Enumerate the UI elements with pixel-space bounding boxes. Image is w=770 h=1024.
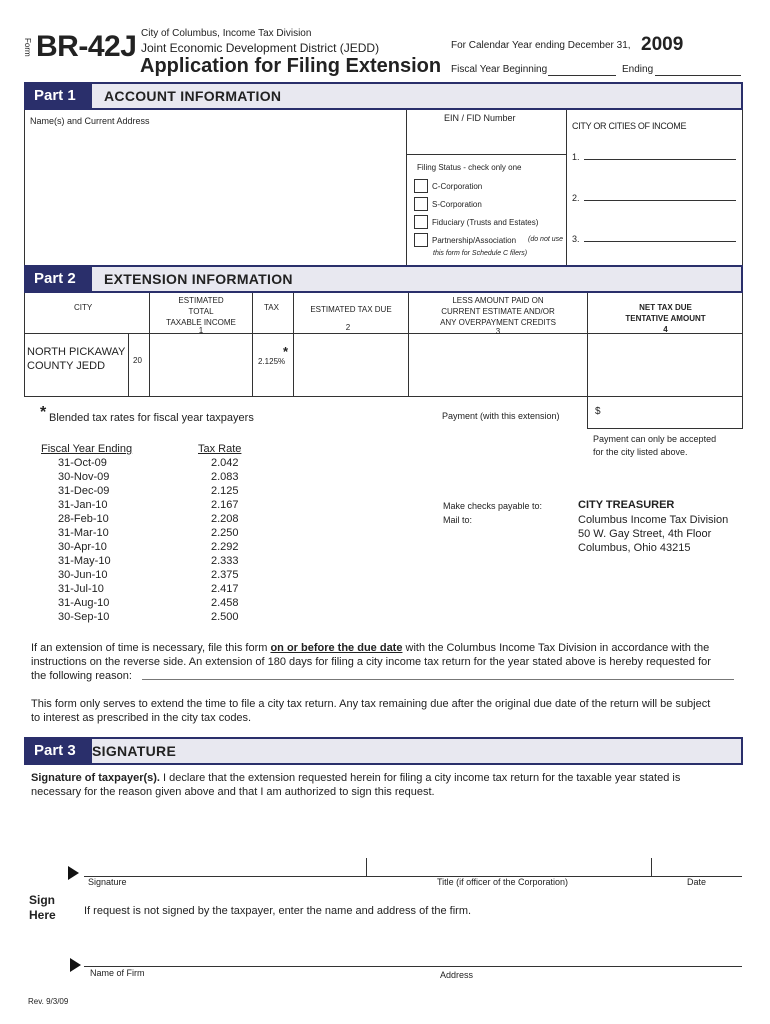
fiscal-year-ending-cell: 28-Feb-10 xyxy=(58,513,109,525)
col-estimated-line1: ESTIMATED xyxy=(178,296,224,305)
declaration xyxy=(31,771,743,799)
s-corporation-label: S-Corporation xyxy=(432,200,482,209)
revision-date: Rev. 9/3/09 xyxy=(28,997,69,1006)
payment-label: Payment (with this extension) xyxy=(442,411,560,421)
signature-arrow-icon xyxy=(68,866,79,880)
fiduciary-checkbox[interactable] xyxy=(414,215,428,229)
fiscal-year-ending-cell: 31-Jul-10 xyxy=(58,583,104,595)
part3-header xyxy=(24,737,743,765)
sign-here xyxy=(29,893,56,923)
fiscal-year-ending-cell: 30-Nov-09 xyxy=(58,471,110,483)
fiscal-year-ending-cell: 31-Jan-10 xyxy=(58,499,108,511)
dollar-sign: $ xyxy=(595,406,601,417)
page-title: Application for Filing Extension xyxy=(140,55,442,77)
fiscal-year-ending-cell: 31-Mar-10 xyxy=(58,527,109,539)
tax-rate-cell: 2.500 xyxy=(211,611,239,623)
col-net-line1: NET TAX DUE xyxy=(639,303,692,312)
part1-title: ACCOUNT INFORMATION xyxy=(104,88,282,104)
date-label: Date xyxy=(687,877,707,887)
ein-divider xyxy=(406,110,407,266)
instr-p1-line2: instructions on the reverse side. An extension of 180 days for filing a city income tax return for the year stated above is hereby requested for xyxy=(31,656,711,668)
cities-divider xyxy=(566,110,567,266)
tax-rate-cell: 2.458 xyxy=(211,597,239,609)
net-tax-due-field[interactable] xyxy=(589,335,742,395)
col-less-header xyxy=(409,295,587,336)
row-city-name xyxy=(27,345,125,373)
instr-due-date: on or before the due date xyxy=(270,642,403,654)
partnership-note: (do not use xyxy=(528,236,564,243)
payment-note-line1: Payment can only be accepted xyxy=(593,434,717,444)
declaration-rest: I declare that the extension requested herein for filing a city income tax return for the taxable year stated is xyxy=(159,772,681,784)
fiscal-year-ending-cell: 31-May-10 xyxy=(58,555,111,567)
interest-notice xyxy=(31,697,743,725)
col-city-header: CITY xyxy=(74,303,93,312)
partnership-checkbox[interactable] xyxy=(414,233,428,247)
col-less-line2: CURRENT ESTIMATE AND/OR xyxy=(441,307,555,316)
not-signed-note: If request is not signed by the taxpayer, enter the name and address of the firm. xyxy=(84,905,472,917)
estimated-income-field[interactable] xyxy=(151,335,251,395)
tax-rate-cell: 2.417 xyxy=(211,583,239,595)
mail-address-line2: 50 W. Gay Street, 4th Floor xyxy=(578,528,712,540)
extension-instructions xyxy=(31,641,743,683)
schedule-c-note: this form for Schedule C filers) xyxy=(433,250,528,257)
part2-label: Part 2 xyxy=(26,267,92,291)
estimated-tax-due-field[interactable] xyxy=(295,335,407,395)
blended-title: Blended tax rates for fiscal year taxpayers xyxy=(49,412,254,424)
ein-bottom-line xyxy=(406,154,566,155)
signature-field[interactable] xyxy=(84,856,366,876)
col-net-line2: TENTATIVE AMOUNT xyxy=(625,314,706,323)
col-divider-3 xyxy=(252,293,253,397)
col-estimated-num: 1 xyxy=(198,326,204,335)
ein-label: EIN / FID Number xyxy=(444,113,516,123)
fiscal-year-ending-cell: 31-Oct-09 xyxy=(58,457,107,469)
names-address-label: Name(s) and Current Address xyxy=(30,116,150,126)
col-net-header xyxy=(588,302,743,335)
sig-divider-2 xyxy=(651,858,652,876)
instr-p1-line3: the following reason: xyxy=(31,670,132,682)
firm-name-field[interactable] xyxy=(84,946,430,966)
col-tax-due-header: ESTIMATED TAX DUE xyxy=(310,305,392,314)
col-divider-1 xyxy=(128,333,129,397)
calendar-year-label: For Calendar Year ending December 31, xyxy=(451,40,631,51)
row-tax-rate: 2.125% xyxy=(258,357,286,366)
row-city-code: 20 xyxy=(133,356,142,365)
fiduciary-label: Fiduciary (Trusts and Estates) xyxy=(432,218,539,227)
city-line-3-label: 3. xyxy=(572,234,580,244)
agency-name: City of Columbus, Income Tax Division xyxy=(141,28,312,39)
signature-label: Signature xyxy=(88,877,127,887)
instr-p1-a: If an extension of time is necessary, file this form xyxy=(31,642,271,654)
tax-rate-cell: 2.375 xyxy=(211,569,239,581)
city-line-2-label: 2. xyxy=(572,193,580,203)
row-city-line1: NORTH PICKAWAY xyxy=(27,346,126,358)
payee-name: CITY TREASURER xyxy=(578,499,675,511)
part2-title: EXTENSION INFORMATION xyxy=(104,271,293,287)
c-corporation-label: C-Corporation xyxy=(432,182,483,191)
tax-year: 2009 xyxy=(641,34,684,55)
sig-divider-1 xyxy=(366,858,367,876)
tax-rate-cell: 2.083 xyxy=(211,471,239,483)
part3-label: Part 3 xyxy=(26,739,92,763)
fiscal-year-ending-cell: 30-Sep-10 xyxy=(58,611,110,623)
mail-address-line1: Columbus Income Tax Division xyxy=(578,514,729,526)
instr-p1-c: with the Columbus Income Tax Division in accordance with the xyxy=(402,642,710,654)
tax-rate-cell: 2.042 xyxy=(211,457,239,469)
mail-address xyxy=(578,513,728,555)
fiscal-year-ending-cell: 30-Jun-10 xyxy=(58,569,108,581)
city-line-3-field[interactable] xyxy=(584,241,736,242)
tax-rate-cell: 2.167 xyxy=(211,499,239,511)
title-field[interactable] xyxy=(368,856,650,876)
title-label: Title (if officer of the Corporation) xyxy=(437,877,569,887)
firm-line xyxy=(84,966,742,967)
reason-field[interactable] xyxy=(142,679,734,680)
fiscal-beginning-label: Fiscal Year Beginning xyxy=(451,64,548,75)
col-less-num: 3 xyxy=(495,327,501,336)
fiscal-year-ending-cell: 30-Apr-10 xyxy=(58,541,107,553)
form-word: Form xyxy=(23,38,32,57)
payment-note xyxy=(593,433,716,459)
fiscal-year-ending-cell: 31-Dec-09 xyxy=(58,485,110,497)
c-corporation-checkbox[interactable] xyxy=(414,179,428,193)
firm-arrow-icon xyxy=(70,958,81,972)
firm-name-label: Name of Firm xyxy=(90,968,145,978)
fiscal-beginning-field[interactable] xyxy=(548,75,616,76)
fiscal-ending-label: Ending xyxy=(622,64,654,75)
names-address-field[interactable] xyxy=(28,128,403,260)
date-field[interactable] xyxy=(653,856,741,876)
part3-title: SIGNATURE xyxy=(92,743,177,759)
firm-address-field[interactable] xyxy=(432,946,742,966)
form-number: BR-42J xyxy=(36,30,137,63)
part2-header xyxy=(24,265,743,293)
tax-rate-cell: 2.250 xyxy=(211,527,239,539)
col-net-num: 4 xyxy=(663,325,668,334)
mail-address-line3: Columbus, Ohio 43215 xyxy=(578,542,691,554)
part1-label: Part 1 xyxy=(26,84,92,108)
interest-line1: This form only serves to extend the time to file a city tax return. Any tax remaining due after the original due date of the return will be subject xyxy=(31,698,711,710)
col-less-line3: ANY OVERPAYMENT CREDITS xyxy=(440,318,556,327)
payable-label: Make checks payable to: xyxy=(443,501,543,511)
tax-rate-cell: 2.292 xyxy=(211,541,239,553)
interest-line2: to interest as prescribed in the city tax codes. xyxy=(31,712,252,724)
col-estimated-header xyxy=(150,295,252,334)
less-amount-paid-field[interactable] xyxy=(410,335,586,395)
declaration-bold: Signature of taxpayer(s). xyxy=(31,772,160,784)
mail-to-label: Mail to: xyxy=(443,515,473,525)
tax-rate-cell: 2.333 xyxy=(211,555,239,567)
part1-header xyxy=(24,82,743,110)
tax-rate-cell: 2.208 xyxy=(211,513,239,525)
city-line-1-label: 1. xyxy=(572,152,580,162)
blended-asterisk: * xyxy=(40,404,47,421)
fiscal-year-ending-header: Fiscal Year Ending xyxy=(41,443,133,455)
col-estimated-line2: TOTAL xyxy=(188,307,214,316)
firm-address-label: Address xyxy=(440,970,474,980)
payment-note-line2: for the city listed above. xyxy=(593,447,688,457)
col-tax-header: TAX xyxy=(264,303,279,312)
district-name: Joint Economic Development District (JEDD) xyxy=(141,41,380,55)
s-corporation-checkbox[interactable] xyxy=(414,197,428,211)
cities-label: CITY OR CITIES OF INCOME xyxy=(572,121,687,131)
fiscal-ending-field[interactable] xyxy=(655,75,741,76)
col-tax-due-num: 2 xyxy=(345,323,351,332)
signature-line xyxy=(84,876,742,877)
ein-field[interactable] xyxy=(408,124,566,152)
tax-rate-header: Tax Rate xyxy=(198,443,242,455)
payment-field[interactable] xyxy=(587,396,743,429)
city-line-2-field[interactable] xyxy=(584,200,736,201)
filing-status-label: Filing Status - check only one xyxy=(417,163,522,172)
sign-here-line1: Sign xyxy=(29,893,55,907)
tax-rate-cell: 2.125 xyxy=(211,485,239,497)
sign-here-line2: Here xyxy=(29,908,56,922)
fiscal-year-ending-cell: 31-Aug-10 xyxy=(58,597,110,609)
col-estimated-line3: TAXABLE INCOME xyxy=(166,318,236,327)
row-city-line2: COUNTY JEDD xyxy=(27,360,106,372)
declaration-line2: necessary for the reason given above and that I am authorized to sign this request. xyxy=(31,786,435,798)
city-line-1-field[interactable] xyxy=(584,159,736,160)
rate-asterisk: * xyxy=(283,344,289,359)
col-less-line1: LESS AMOUNT PAID ON xyxy=(452,296,544,305)
partnership-label: Partnership/Association xyxy=(432,236,517,245)
